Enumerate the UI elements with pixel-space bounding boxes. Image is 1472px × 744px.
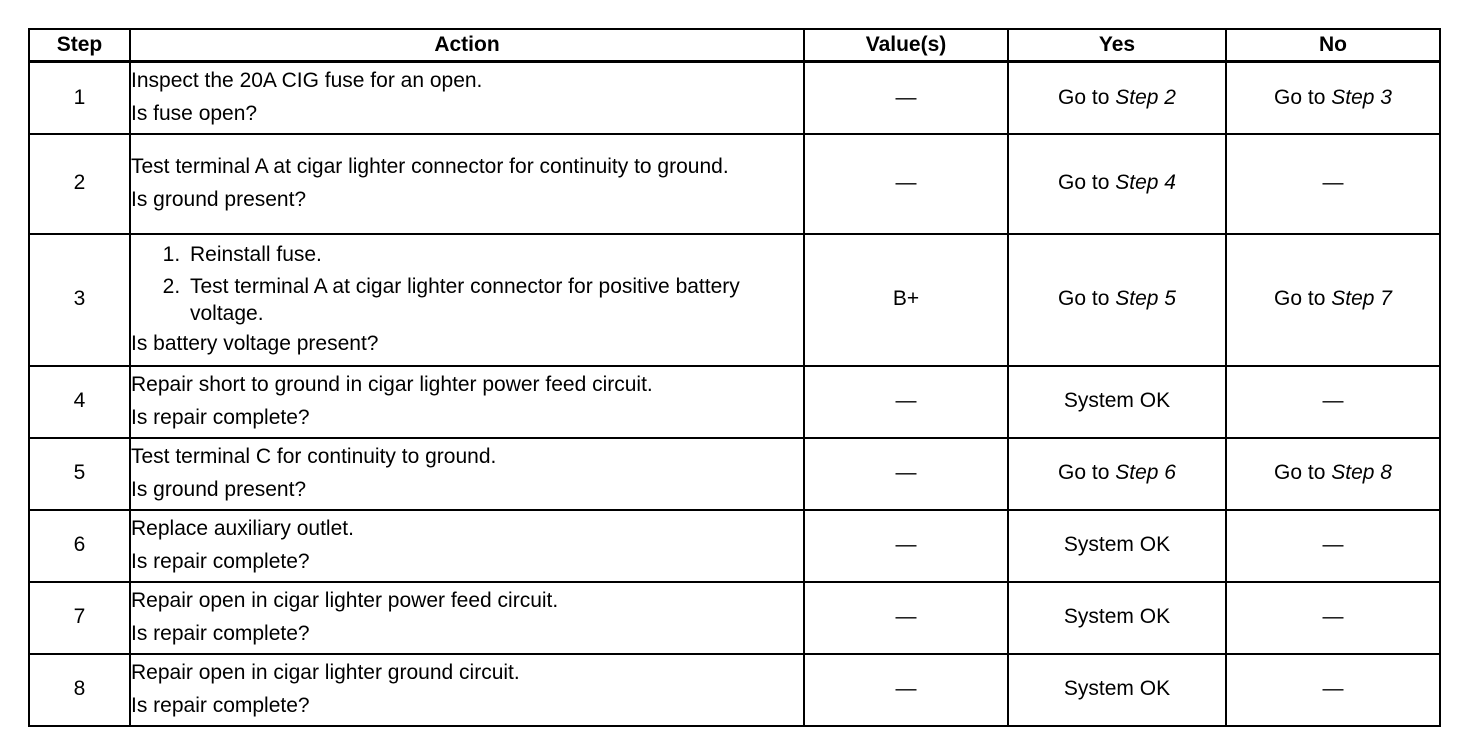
- table-row: [29, 654, 1440, 726]
- step-number: 8: [29, 654, 130, 726]
- yes-cell: System OK: [1008, 582, 1226, 654]
- yes-prefix: Go to: [1058, 85, 1116, 109]
- yes-cell: System OK: [1008, 510, 1226, 582]
- yes-step-ref: Step 4: [1115, 171, 1176, 195]
- header-values: Value(s): [804, 29, 1008, 62]
- action-question: Is ground present?: [131, 188, 307, 211]
- table-row: [29, 234, 1440, 366]
- yes-cell: System OK: [1008, 366, 1226, 438]
- step-number: 4: [29, 366, 130, 438]
- table-row: [29, 134, 1440, 234]
- value-cell: —: [804, 582, 1008, 654]
- table-row: [29, 438, 1440, 510]
- step-number: 1: [29, 62, 130, 134]
- table-row: [29, 582, 1440, 654]
- action-numbered-list: [131, 242, 803, 327]
- no-step-ref: Step 3: [1331, 85, 1392, 109]
- action-cell: [130, 62, 804, 134]
- yes-prefix: Go to: [1058, 287, 1116, 311]
- action-text: Test terminal A at cigar lighter connector for continuity to ground.: [131, 154, 729, 178]
- yes-step-ref: Step 2: [1115, 85, 1176, 109]
- no-prefix: Go to: [1274, 461, 1332, 485]
- header-step: Step: [29, 29, 130, 62]
- list-item: 2. Test terminal A at cigar lighter connector for positive battery voltage.: [186, 274, 803, 327]
- action-question: Is ground present?: [131, 478, 307, 501]
- action-text: Test terminal C for continuity to ground.: [131, 444, 497, 468]
- no-cell: —: [1226, 366, 1440, 438]
- value-cell: —: [804, 510, 1008, 582]
- no-cell: [1226, 62, 1440, 134]
- table-body: [29, 62, 1440, 726]
- yes-cell: [1008, 438, 1226, 510]
- action-cell: [130, 438, 804, 510]
- yes-cell: [1008, 134, 1226, 234]
- no-cell: [1226, 438, 1440, 510]
- value-cell: B+: [804, 234, 1008, 366]
- yes-prefix: Go to: [1058, 461, 1116, 485]
- step-number: 2: [29, 134, 130, 234]
- value-cell: —: [804, 134, 1008, 234]
- value-cell: —: [804, 62, 1008, 134]
- table-row: [29, 62, 1440, 134]
- no-prefix: Go to: [1274, 85, 1332, 109]
- value-cell: —: [804, 366, 1008, 438]
- step-number: 7: [29, 582, 130, 654]
- action-cell: [130, 234, 804, 366]
- action-text: Repair open in cigar lighter power feed circuit.: [131, 588, 559, 612]
- no-prefix: Go to: [1274, 287, 1332, 311]
- yes-step-ref: Step 6: [1115, 461, 1176, 485]
- action-question: Is repair complete?: [131, 550, 310, 573]
- header-action: Action: [130, 29, 804, 62]
- action-cell: [130, 510, 804, 582]
- action-question: Is repair complete?: [131, 622, 310, 645]
- yes-cell: [1008, 62, 1226, 134]
- yes-cell: [1008, 234, 1226, 366]
- action-cell: [130, 582, 804, 654]
- header-row: [29, 29, 1440, 62]
- step-number: 5: [29, 438, 130, 510]
- no-cell: [1226, 234, 1440, 366]
- table-row: [29, 510, 1440, 582]
- no-step-ref: Step 7: [1331, 287, 1392, 311]
- no-cell: —: [1226, 510, 1440, 582]
- yes-prefix: Go to: [1058, 171, 1116, 195]
- action-text: Inspect the 20A CIG fuse for an open.: [131, 69, 483, 92]
- no-cell: —: [1226, 134, 1440, 234]
- action-text: Repair short to ground in cigar lighter power feed circuit.: [131, 372, 653, 396]
- yes-cell: System OK: [1008, 654, 1226, 726]
- action-cell: [130, 134, 804, 234]
- header-yes: Yes: [1008, 29, 1226, 62]
- action-text: Replace auxiliary outlet.: [131, 516, 354, 540]
- step-number: 6: [29, 510, 130, 582]
- action-question: Is repair complete?: [131, 406, 310, 429]
- no-step-ref: Step 8: [1331, 461, 1392, 485]
- list-item: 1. Reinstall fuse.: [186, 242, 803, 268]
- header-no: No: [1226, 29, 1440, 62]
- no-cell: —: [1226, 582, 1440, 654]
- action-question: Is repair complete?: [131, 694, 310, 717]
- diagnostic-table: [28, 28, 1441, 727]
- value-cell: —: [804, 438, 1008, 510]
- table-row: [29, 366, 1440, 438]
- value-cell: —: [804, 654, 1008, 726]
- action-cell: [130, 654, 804, 726]
- step-number: 3: [29, 234, 130, 366]
- action-question: Is battery voltage present?: [131, 331, 379, 355]
- action-question: Is fuse open?: [131, 102, 258, 126]
- action-cell: [130, 366, 804, 438]
- yes-step-ref: Step 5: [1115, 287, 1176, 311]
- action-text: Repair open in cigar lighter ground circuit.: [131, 660, 520, 684]
- no-cell: —: [1226, 654, 1440, 726]
